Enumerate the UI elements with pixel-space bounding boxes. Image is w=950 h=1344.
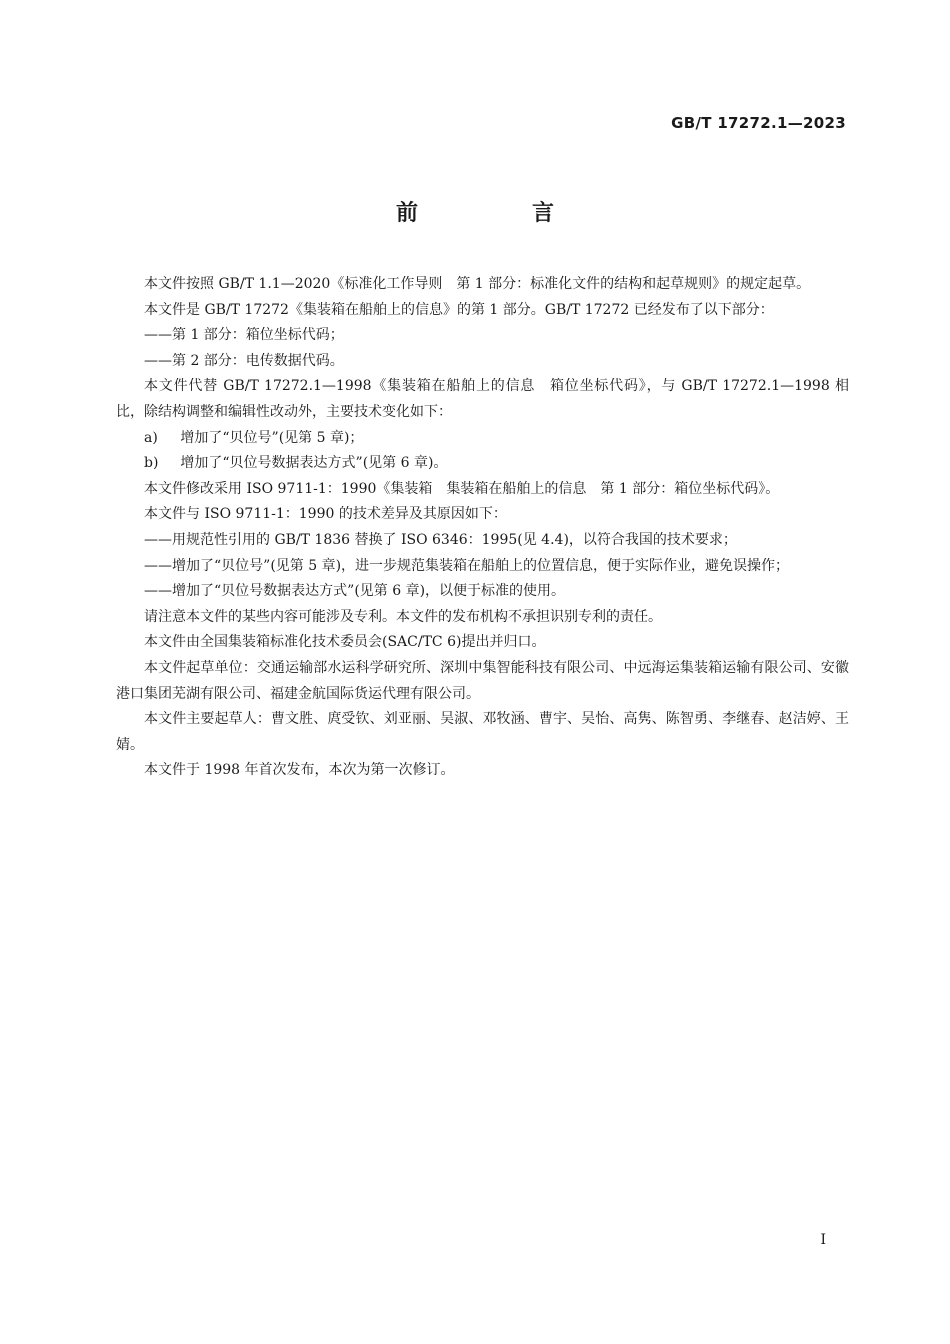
list-item-difference-1: ——用规范性引用的 GB/T 1836 替换了 ISO 6346：1995(见 4.4)，以符合我国的技术要求； [144,531,737,548]
standard-code: GB/T 17272.1—2023 [671,114,846,132]
paragraph-series-parts: 本文件是 GB/T 17272《集装箱在船舶上的信息》的第 1 部分。GB/T 17272 已经发布了以下部分： [144,301,774,318]
list-item-change-b [116,451,849,477]
paragraph-drafting-organizations: 本文件起草单位：交通运输部水运科学研究所、深圳中集智能科技有限公司、中远海运集装箱运输有限公司、安徽港口集团芜湖有限公司、福建金航国际货运代理有限公司。 [116,659,849,702]
paragraph-patent-notice: 请注意本文件的某些内容可能涉及专利。本文件的发布机构不承担识别专利的责任。 [144,608,662,625]
list-item-text: 增加了“贝位号数据表达方式”(见第 6 章)。 [180,455,448,472]
paragraph-drafting-rules: 本文件按照 GB/T 1.1—2020《标准化工作导则 第 1 部分：标准化文件的结构和起草规则》的规定起草。 [144,276,811,292]
paragraph-drafters: 本文件主要起草人：曹文胜、庹受钦、刘亚丽、吴淑、邓牧涵、曹宇、吴怡、高隽、陈智勇、李继春、赵洁婷、王婧。 [116,711,849,753]
list-item-label: b) [144,455,159,472]
list-item-label: a) [144,429,158,446]
paragraph-replaces: 本文件代替 GB/T 17272.1—1998《集装箱在船舶上的信息 箱位坐标代码》，与 GB/T 17272.1—1998 相比，除结构调整和编辑性改动外，主要技术变化如下： [116,378,849,420]
list-item-difference-3: ——增加了“贝位号数据表达方式”(见第 6 章)，以便于标准的使用。 [144,583,566,600]
list-item-part-1: ——第 1 部分：箱位坐标代码； [144,327,344,344]
list-item-difference-2: ——增加了“贝位号”(见第 5 章)，进一步规范集装箱在船舶上的位置信息，便于实际作业，避免误操作； [144,557,790,574]
paragraph-committee: 本文件由全国集装箱标准化技术委员会(SAC/TC 6)提出并归口。 [144,634,546,651]
list-item-change-a [116,426,849,452]
list-item-part-2: ——第 2 部分：电传数据代码。 [144,352,344,369]
page-title: 前 言 [395,201,600,226]
list-item-text: 增加了“贝位号”(见第 5 章)； [180,429,364,446]
page-number: I [820,1232,826,1248]
paragraph-adoption: 本文件修改采用 ISO 9711-1：1990《集装箱 集装箱在船舶上的信息 第 1 部分：箱位坐标代码》。 [144,480,780,497]
paragraph-history: 本文件于 1998 年首次发布，本次为第一次修订。 [144,762,455,779]
paragraph-technical-differences: 本文件与 ISO 9711-1：1990 的技术差异及其原因如下： [144,506,507,523]
foreword-body [116,272,849,784]
